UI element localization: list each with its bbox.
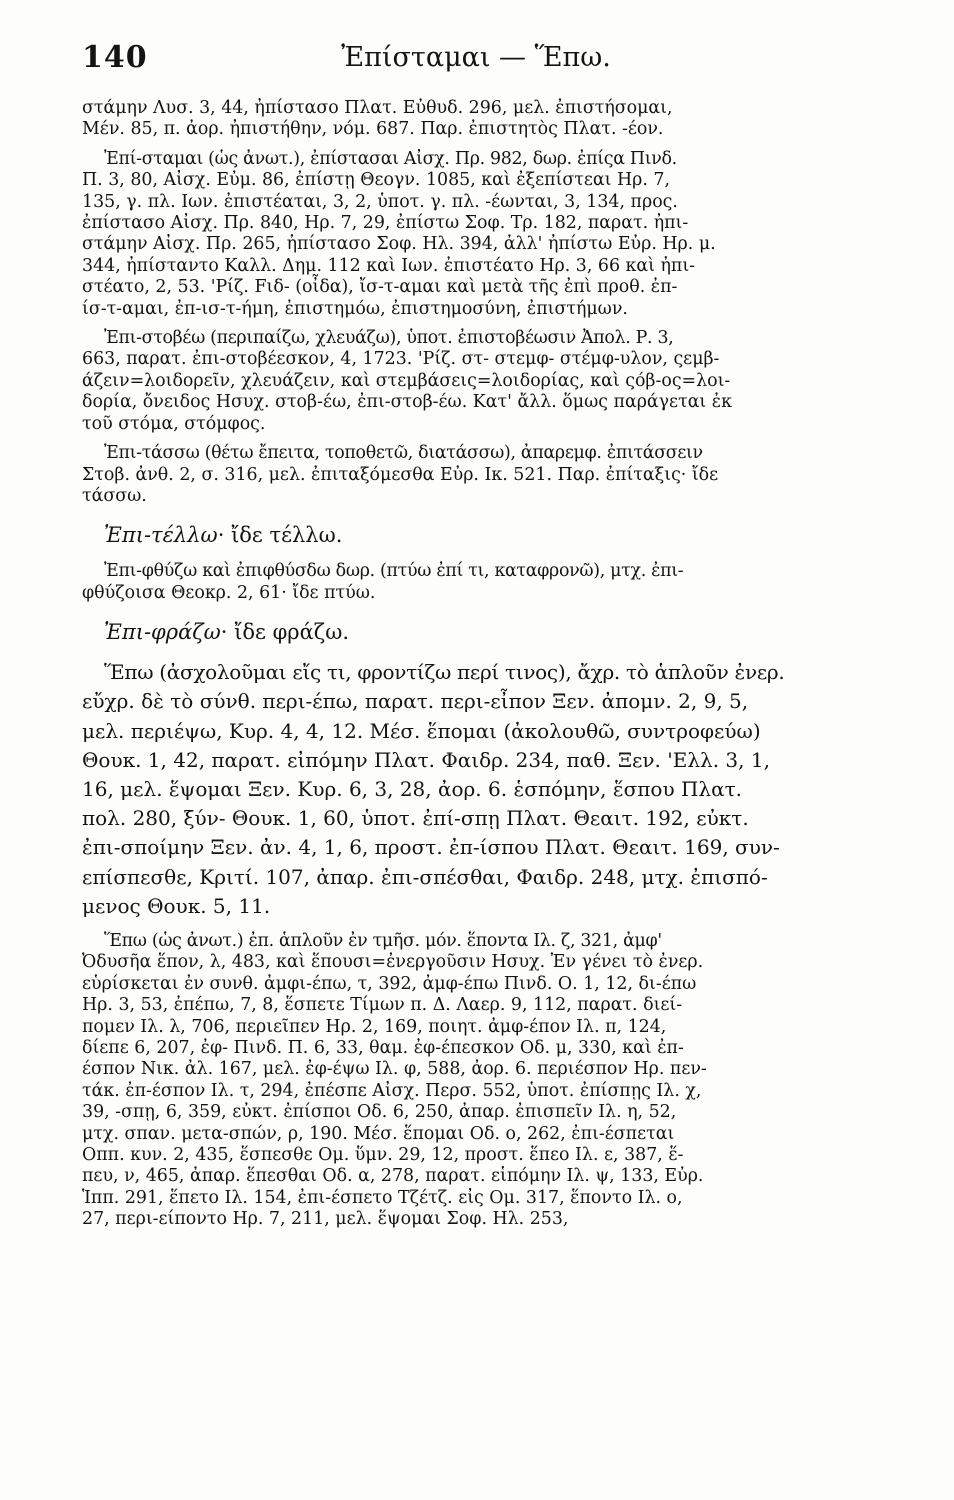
running-title: Ἐπίσταμαι — Ἕπω. <box>341 42 611 73</box>
text-line: ίσ-τ-αμαι, ἐπ-ισ-τ-ήμη, ἐπιστημόω, ἐπιστημοσύνη, ἐπιστήμων. <box>82 298 628 319</box>
xref-target: · ἴδε τέλλω. <box>217 523 343 548</box>
entry-epiphrazo-xref <box>82 618 870 646</box>
text-line: Στοβ. ἀνθ. 2, σ. 316, μελ. ἐπιταξόμεσθα Εὐρ. Ικ. 521. Παρ. ἐπίταξις· ἴδε <box>82 464 719 485</box>
entry-epistobeo <box>82 328 870 435</box>
text-line: 663, παρατ. ἐπι-στοβέεσκον, 4, 1723. 'Ρίζ. στ- στεμφ- στέμφ-υλον, ςεμβ- <box>82 349 720 370</box>
entry-epistamai <box>82 149 870 320</box>
entry-epitello-xref <box>82 521 870 549</box>
text-line: πολ. 280, ξύν- Θουκ. 1, 60, ὑποτ. ἐπί-σπῃ Πλατ. Θεαιτ. 192, εὐκτ. <box>82 806 749 831</box>
page-header <box>82 34 870 98</box>
text-line: Π. 3, 80, Αἰσχ. Εὐμ. 86, ἐπίστῃ Θεογν. 1085, καὶ ἐξεπίστεαι Ηρ. 7, <box>82 170 671 191</box>
text-line: ἐπίστασο Αἰσχ. Πρ. 840, Ηρ. 7, 29, ἐπίστω Σοφ. Τρ. 182, παρατ. ἠπι- <box>82 213 689 234</box>
text-line: έσπον Νικ. ἀλ. 167, μελ. ἐφ-έψω Ιλ. φ, 588, ἀορ. 6. περιέσπον Ηρ. πεν- <box>82 1059 707 1080</box>
text-line: Θουκ. 1, 42, παρατ. εἰπόμην Πλατ. Φαιδρ. 234, παθ. Ξεν. 'Ελλ. 3, 1, <box>82 747 770 772</box>
text-line: 39, -σπῃ, 6, 359, εὐκτ. ἐπίσποι Οδ. 6, 250, ἀπαρ. ἐπισπεῖν Ιλ. η, 52, <box>82 1102 677 1123</box>
text-line: μενος Θουκ. 5, 11. <box>82 893 271 918</box>
text-line: 344, ἠπίσταντο Καλλ. Δημ. 112 καὶ Ιων. ἐπιστέατο Ηρ. 3, 66 καὶ ἠπι- <box>82 255 696 276</box>
text-line: άζειν=λοιδορεῖν, χλευάζειν, καὶ στεμβάσεις=λοιδορίας, καὶ ςόβ-ος=λοι- <box>82 370 731 391</box>
text-line: Ἕπω (ὡς ἀνωτ.) ἐπ. ἁπλοῦν ἐν τμῆσ. μόν. ἕποντα Ιλ. ζ, 321, ἀμφ' <box>104 930 662 951</box>
text-line: Ἐπι-φθύζω καὶ ἐπιφθύσδω δωρ. (πτύω ἐπί τι, καταφρονῶ), μτχ. ἐπι- <box>104 561 684 582</box>
text-line: 27, περι-είποντο Ηρ. 7, 211, μελ. ἕψομαι Σοφ. Ηλ. 253, <box>82 1209 569 1230</box>
text-line: Ἐπι-στοβέω (περιπαίζω, χλευάζω), ὑποτ. ἐπιστοβέωσιν Ἀπολ. Ρ. 3, <box>104 328 674 349</box>
text-line: εὔχρ. δὲ τὸ σύνθ. περι-έπω, παρατ. περι-εἶπον Ξεν. ἀπομν. 2, 9, 5, <box>82 689 749 714</box>
text-line: Ηρ. 3, 53, ἐπέπω, 7, 8, ἕσπετε Τίμων π. Δ. Λαερ. 9, 112, παρατ. διεί- <box>82 995 683 1016</box>
text-line: μτχ. σπαν. μετα-σπών, ρ, 190. Μέσ. ἕπομαι Οδ. ο, 262, ἐπι-έσπεται <box>82 1123 675 1144</box>
text-line: 135, γ. πλ. Ιων. ἐπιστέαται, 3, 2, ὑποτ. γ. πλ. -έωνται, 3, 134, προς. <box>82 191 678 212</box>
text-line: πευ, ν, 465, ἀπαρ. ἕπεσθαι Οδ. α, 278, παρατ. εἱπόμην Ιλ. ψ, 133, Εὐρ. <box>82 1166 704 1187</box>
text-line: Ἕπω (ἀσχολοῦμαι εἴς τι, φροντίζω περί τινος), ἄχρ. τὸ ἁπλοῦν ἐνερ. <box>104 660 785 685</box>
text-line: εὑρίσκεται ἐν συνθ. ἀμφι-έπω, τ, 392, ἀμφ-έπω Πινδ. Ο. 1, 12, δι-έπω <box>82 973 697 994</box>
entry-epitasso <box>82 443 870 507</box>
text-line: φθύζοισα Θεοκρ. 2, 61· ἴδε πτύω. <box>82 582 376 603</box>
text-line: τάσσω. <box>82 485 147 506</box>
text-line: Ὀδυσῆα ἕπον, λ, 483, καὶ ἕπουσι=ἐνεργοῦσιν Ησυχ. Ἐν γένει τὸ ἐνερ. <box>82 952 704 973</box>
text-line: τοῦ στόμα, στόμφος. <box>82 413 266 434</box>
text-line: Οππ. κυν. 2, 435, ἕσπεσθε Ομ. ὕμν. 29, 12, προστ. ἕπεο Ιλ. ε, 387, ἕ- <box>82 1145 684 1166</box>
entry-continuation <box>82 98 870 141</box>
entry-epiphthyzo <box>82 561 870 604</box>
text-line: Ἐπί-σταμαι (ὡς ἀνωτ.), ἐπίστασαι Αἰσχ. Πρ. 982, δωρ. ἐπίςα Πινδ. <box>104 148 677 169</box>
text-line: δίεπε 6, 207, ἐφ- Πινδ. Π. 6, 33, θαμ. ἐφ-έπεσκον Οδ. μ, 330, καὶ ἐπ- <box>82 1037 684 1058</box>
text-line: Ἐπι-τάσσω (θέτω ἔπειτα, τοποθετῶ, διατάσσω), ἀπαρεμφ. ἐπιτάσσειν <box>104 443 703 464</box>
text-line: πομεν Ιλ. λ, 706, περιεῖπεν Ηρ. 2, 169, ποιητ. ἀμφ-έπον Ιλ. π, 124, <box>82 1016 667 1037</box>
page-number: 140 <box>82 40 148 75</box>
text-line: δορία, ὄνειδος Ησυχ. στοβ-έω, ἐπι-στοβ-έω. Κατ' ἄλλ. ὅμως παράγεται ἐκ <box>82 392 732 413</box>
entry-epo-epic <box>82 931 870 1231</box>
text-line: τάκ. ἐπ-έσπον Ιλ. τ, 294, ἐπέσπε Αἰσχ. Περσ. 552, ὑποτ. ἐπίσπῃς Ιλ. χ, <box>82 1080 702 1101</box>
xref-lemma: Ἐπι-φράζω <box>104 620 221 645</box>
text-line: στάμην Λυσ. 3, 44, ἠπίστασο Πλατ. Εὐθυδ. 296, μελ. ἐπιστήσομαι, <box>82 98 673 118</box>
text-line: στέατο, 2, 53. 'Ρίζ. Fιδ- (οἶδα), ἴσ-τ-αμαι καὶ μετὰ τῆς ἐπὶ προθ. ἐπ- <box>82 277 678 298</box>
text-line: μελ. περιέψω, Κυρ. 4, 4, 12. Μέσ. ἕπομαι (ἀκολουθῶ, συντροφεύω) <box>82 718 761 743</box>
text-line: ἐπι-σποίμην Ξεν. ἀν. 4, 1, 6, προστ. ἐπ-ίσπου Πλατ. Θεαιτ. 169, συν- <box>82 835 780 860</box>
xref-target: · ἴδε φράζω. <box>220 620 349 645</box>
text-line: 16, μελ. ἕψομαι Ξεν. Κυρ. 6, 3, 28, ἀορ. 6. ἑσπόμην, ἕσπου Πλατ. <box>82 776 743 801</box>
text-line: επίσπεσθε, Κριτί. 107, ἀπαρ. ἐπι-σπέσθαι, Φαιδρ. 248, μτχ. ἐπισπό- <box>82 864 768 889</box>
text-line: στάμην Αἰσχ. Πρ. 265, ἠπίστασο Σοφ. Ηλ. 394, ἀλλ' ἠπίστω Εὐρ. Ηρ. μ. <box>82 234 716 255</box>
text-line: Ἱππ. 291, ἕπετο Ιλ. 154, ἐπι-έσπετο Τζέτζ. εἰς Ομ. 317, ἕποντο Ιλ. ο, <box>82 1187 683 1208</box>
text-line: Μέν. 85, π. ἀορ. ἠπιστήθην, νόμ. 687. Παρ. ἐπιστητὸς Πλατ. -έον. <box>82 119 664 140</box>
xref-lemma: Ἐπι-τέλλω <box>104 523 218 548</box>
entry-epo-main <box>82 658 870 921</box>
